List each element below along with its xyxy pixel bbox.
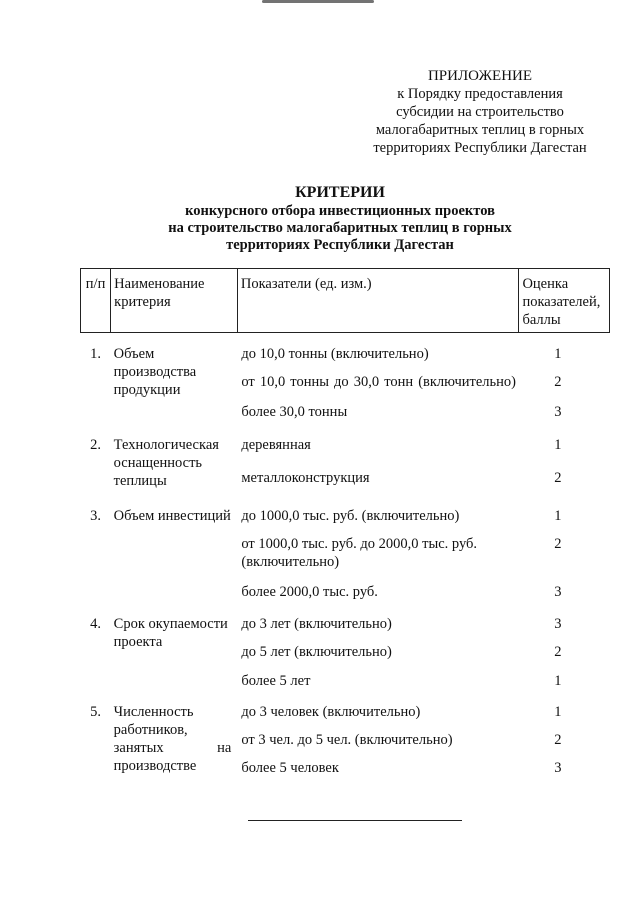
indicator-cell: от 1000,0 тыс. руб. до 2000,0 тыс. руб. (включительно) [241, 536, 478, 570]
score-cell: 2 [554, 732, 562, 748]
score-cell: 2 [554, 644, 562, 660]
appendix-line: к Порядку предоставления [397, 86, 563, 102]
criterion-name: Численность работников, занятых на производстве [113, 704, 232, 774]
table-row [81, 690, 610, 721]
appendix-line: территориях Республики Дагестан [373, 140, 587, 156]
score-cell: 2 [554, 374, 562, 390]
score-cell: 1 [554, 704, 562, 720]
scan-artifact [262, 0, 374, 3]
score-cell: 1 [554, 346, 562, 362]
table-row [81, 601, 610, 633]
indicator-cell: более 30,0 тонны [241, 404, 348, 420]
table-body [81, 333, 610, 778]
score-cell: 1 [554, 508, 562, 524]
indicator-cell: металлоконструкция [241, 470, 370, 487]
indicator-cell: до 3 человек (включительно) [241, 704, 421, 720]
document-subtitle-line: на строительство малогабаритных теплиц в горных [168, 220, 512, 236]
score-cell: 3 [554, 760, 562, 776]
criterion-name: Технологическая оснащенность теплицы [113, 437, 219, 489]
score-cell: 3 [554, 584, 562, 600]
document-title-block [80, 183, 600, 254]
appendix-heading: ПРИЛОЖЕНИЕ [427, 68, 533, 84]
indicator-cell: до 5 лет (включительно) [241, 644, 392, 660]
header-row [81, 269, 610, 333]
score-cell: 2 [554, 470, 562, 487]
indicator-cell: от 10,0 тонны до 30,0 тонн (включительно) [241, 374, 516, 390]
criterion-number: 1. [90, 346, 102, 362]
indicator-cell: до 1000,0 тыс. руб. (включительно) [241, 508, 460, 524]
criterion-number: 5. [90, 704, 102, 720]
score-cell: 2 [554, 536, 562, 552]
score-cell: 3 [554, 616, 562, 632]
document-subtitle-line: конкурсного отбора инвестиционных проектов [185, 203, 495, 219]
appendix-line: субсидии на строительство [396, 104, 564, 120]
document-title: КРИТЕРИИ [295, 184, 385, 201]
score-cell: 3 [554, 404, 562, 420]
indicator-cell: до 3 лет (включительно) [241, 616, 392, 632]
indicator-cell: более 5 лет [241, 673, 311, 689]
document-subtitle-line: территориях Республики Дагестан [226, 237, 454, 253]
header-criterion-name: Наименование критерия [111, 269, 238, 333]
indicator-cell: более 5 человек [241, 760, 339, 776]
criterion-name: Объем инвестиций [113, 508, 231, 524]
table-row [81, 421, 610, 457]
header-num: п/п [81, 269, 111, 333]
indicator-cell: деревянная [241, 437, 311, 453]
criterion-number: 2. [90, 437, 102, 453]
header-indicators: Показатели (ед. изм.) [237, 269, 519, 333]
appendix-line: малогабаритных теплиц в горных [375, 122, 585, 138]
score-cell: 1 [554, 673, 562, 689]
criterion-number: 4. [90, 616, 102, 632]
indicator-cell: до 10,0 тонны (включительно) [241, 346, 429, 362]
table-row [81, 333, 610, 364]
score-cell: 1 [554, 437, 562, 453]
table-header [81, 269, 610, 333]
table-row [81, 490, 610, 525]
closing-line [248, 820, 462, 821]
indicator-cell: от 3 чел. до 5 чел. (включительно) [241, 732, 453, 748]
header-score: Оценка показателей, баллы [519, 269, 610, 333]
criterion-name: Срок окупаемости проекта [113, 616, 228, 650]
criteria-table [80, 268, 610, 777]
criterion-number: 3. [90, 508, 102, 524]
appendix-block [345, 67, 615, 157]
criterion-name: Объем производства продукции [113, 346, 197, 398]
indicator-cell: более 2000,0 тыс. руб. [241, 584, 378, 600]
